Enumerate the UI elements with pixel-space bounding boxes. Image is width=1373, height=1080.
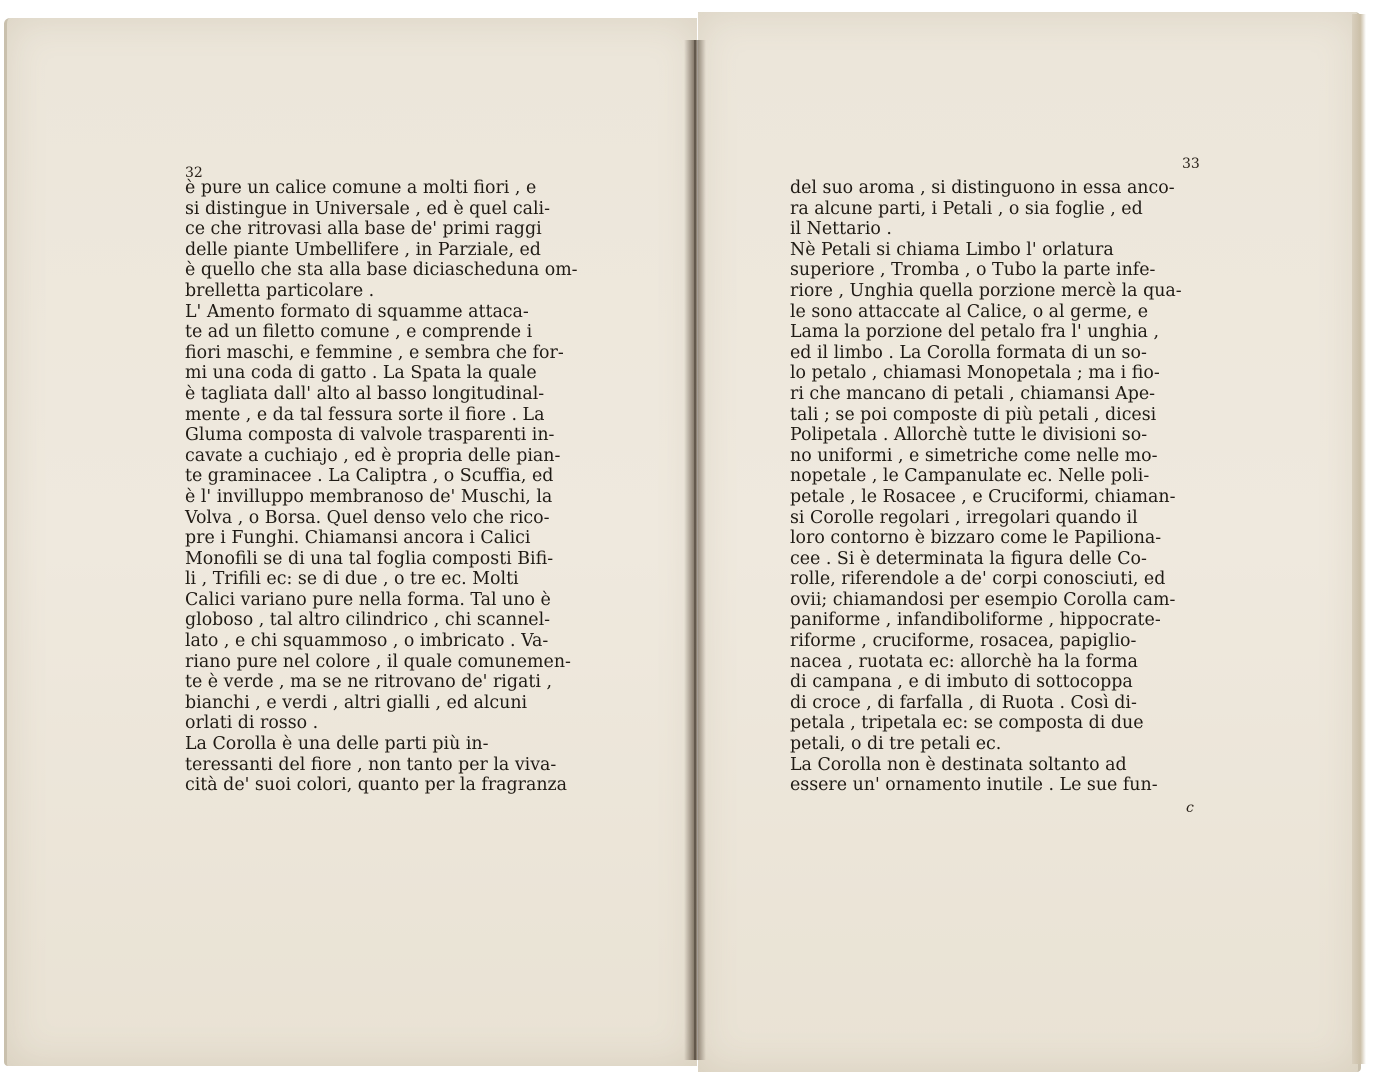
page-number-right: 33 xyxy=(1182,156,1200,172)
text-line: te è verde , ma se ne ritrovano de' rigati , xyxy=(185,672,552,693)
text-line: Gluma composta di valvole trasparenti in- xyxy=(185,425,555,446)
left-page-text xyxy=(185,178,605,796)
text-line: petala , tripetala ec: se composta di due xyxy=(790,713,1144,734)
text-line: brelletta particolare . xyxy=(185,280,375,301)
text-line: il Nettario . xyxy=(790,219,892,240)
text-line: di campana , e di imbuto di sottocoppa xyxy=(790,672,1133,693)
text-line: ce che ritrovasi alla base de' primi raggi xyxy=(185,219,542,240)
text-line: lo petalo , chiamasi Monopetala ; ma i fio- xyxy=(790,363,1160,384)
text-line: tali ; se poi composte di più petali , dicesi xyxy=(790,404,1157,425)
book-gutter xyxy=(684,40,706,1060)
text-line: orlati di rosso . xyxy=(185,713,319,734)
text-line: loro contorno è bizzaro come le Papiliona- xyxy=(790,528,1162,549)
text-line: del suo aroma , si distinguono in essa anco- xyxy=(790,178,1175,198)
page-number-left: 32 xyxy=(185,165,203,181)
text-line: delle piante Umbellifere , in Parziale, ed xyxy=(185,239,541,260)
text-line: ri che mancano di petali , chiamansi Ape- xyxy=(790,383,1156,404)
text-line: teressanti del fiore , non tanto per la viva- xyxy=(185,754,557,775)
text-line: essere un' ornamento inutile . Le sue fun- xyxy=(790,775,1158,796)
text-line: è quello che sta alla base diciascheduna om- xyxy=(185,260,578,281)
right-page-text xyxy=(790,178,1210,796)
text-line: Nè Petali si chiama Limbo l' orlatura xyxy=(790,239,1114,260)
text-line: riforme , cruciforme, rosacea, papiglio- xyxy=(790,631,1137,652)
page-edge xyxy=(1352,14,1366,1064)
text-line: nacea , ruotata ec: allorchè ha la forma xyxy=(790,651,1138,672)
text-line: è tagliata dall' alto al basso longitudinal- xyxy=(185,383,545,404)
text-line: petale , le Rosacee , e Cruciformi, chiaman- xyxy=(790,486,1176,507)
text-line: ed il limbo . La Corolla formata di un so- xyxy=(790,342,1147,363)
text-line: Lama la porzione del petalo fra l' unghia , xyxy=(790,322,1159,343)
text-line: superiore , Tromba , o Tubo la parte infe- xyxy=(790,260,1156,281)
text-line: bianchi , e verdi , altri gialli , ed alcuni xyxy=(185,692,528,713)
text-line: petali, o di tre petali ec. xyxy=(790,734,1002,755)
text-line: no uniformi , e simetriche come nelle mo- xyxy=(790,445,1158,466)
text-line: globoso , tal altro cilindrico , chi scannel- xyxy=(185,610,551,631)
text-line: La Corolla è una delle parti più in- xyxy=(185,734,489,755)
text-line: Volva , o Borsa. Quel denso velo che rico- xyxy=(185,507,550,528)
text-line: li , Trifili ec: se di due , o tre ec. Molti xyxy=(185,569,519,590)
text-line: paniforme , infandiboliforme , hippocrate- xyxy=(790,610,1161,631)
text-line: rolle, riferendole a de' corpi conosciuti, ed xyxy=(790,569,1166,590)
text-line: pre i Funghi. Chiamansi ancora i Calici xyxy=(185,528,531,549)
text-line: te graminacee . La Caliptra , o Scuffia, ed xyxy=(185,466,554,487)
text-line: si distingue in Universale , ed è quel cali- xyxy=(185,198,550,219)
text-line: L' Amento formato di squamme attaca- xyxy=(185,301,529,322)
text-line: è l' invilluppo membranoso de' Muschi, la xyxy=(185,486,553,507)
text-line: Monofili se di una tal foglia composti Bifi- xyxy=(185,548,554,569)
text-line: te ad un filetto comune , e comprende i xyxy=(185,322,533,343)
text-line: è pure un calice comune a molti fiori , e xyxy=(185,178,537,198)
text-line: Polipetala . Allorchè tutte le divisioni so- xyxy=(790,425,1148,446)
text-line: si Corolle regolari , irregolari quando il xyxy=(790,507,1138,528)
text-line: lato , e chi squammoso , o imbricato . Va- xyxy=(185,631,549,652)
text-line: fiori maschi, e femmine , e sembra che for- xyxy=(185,342,564,363)
text-line: nopetale , le Campanulate ec. Nelle poli- xyxy=(790,466,1150,487)
text-line: le sono attaccate al Calice, o al germe, e xyxy=(790,301,1149,322)
text-line: mente , e da tal fessura sorte il fiore . La xyxy=(185,404,545,425)
text-line: cee . Si è determinata la figura delle Co- xyxy=(790,548,1147,569)
text-line: cavate a cuchiajo , ed è propria delle pian- xyxy=(185,445,561,466)
text-line: Calici variano pure nella forma. Tal uno è xyxy=(185,589,551,610)
text-line: La Corolla non è destinata soltanto ad xyxy=(790,754,1127,775)
text-line: mi una coda di gatto . La Spata la quale xyxy=(185,363,537,384)
text-line: di croce , di farfalla , di Ruota . Così di- xyxy=(790,692,1137,713)
signature-mark: c xyxy=(1186,800,1194,816)
text-line: ovii; chiamandosi per esempio Corolla cam- xyxy=(790,589,1176,610)
text-line: riore , Unghia quella porzione mercè la qua- xyxy=(790,280,1182,301)
text-line: cità de' suoi colori, quanto per la fragranza xyxy=(185,775,568,796)
text-line: riano pure nel colore , il quale comunemen- xyxy=(185,651,571,672)
text-line: ra alcune parti, i Petali , o sia foglie , ed xyxy=(790,198,1143,219)
